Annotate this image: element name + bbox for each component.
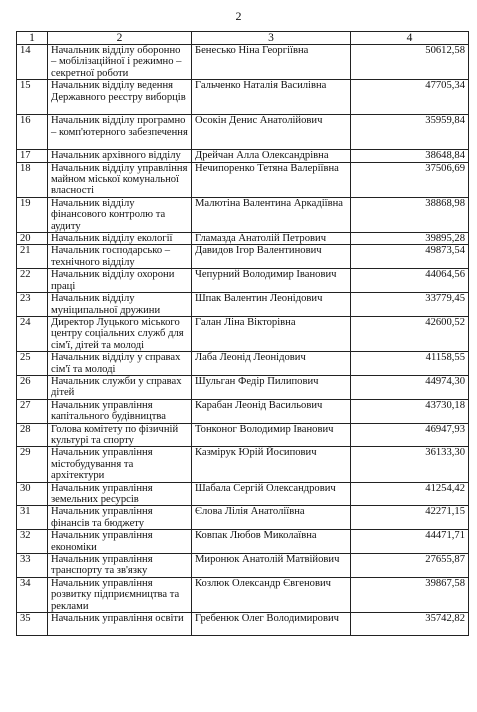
name-cell: Ковпак Любов Миколаївна	[192, 530, 351, 554]
table-row	[17, 482, 469, 506]
table-row	[17, 530, 469, 554]
amount-cell: 47705,34	[351, 80, 469, 115]
position-cell: Начальник служби у справах дітей	[48, 375, 192, 399]
row-number: 25	[17, 352, 48, 376]
table-row	[17, 269, 469, 293]
position-cell: Начальник управління транспорту та зв'язку	[48, 554, 192, 578]
amount-cell: 41158,55	[351, 352, 469, 376]
position-cell: Начальник управління капітального будівництва	[48, 399, 192, 423]
amount-cell: 38868,98	[351, 197, 469, 232]
row-number: 19	[17, 197, 48, 232]
row-number: 14	[17, 45, 48, 80]
amount-cell: 41254,42	[351, 482, 469, 506]
row-number: 20	[17, 233, 48, 245]
row-number: 15	[17, 80, 48, 115]
table-row	[17, 447, 469, 482]
position-cell: Начальник управління розвитку підприємництва та реклами	[48, 577, 192, 612]
position-cell: Начальник відділу фінансового контролю та аудиту	[48, 197, 192, 232]
amount-cell: 44471,71	[351, 530, 469, 554]
amount-cell: 35742,82	[351, 613, 469, 636]
page-number: 2	[235, 9, 242, 23]
table-row	[17, 352, 469, 376]
amount-cell: 33779,45	[351, 293, 469, 317]
amount-cell: 50612,58	[351, 45, 469, 80]
table-row	[17, 150, 469, 162]
row-number: 29	[17, 447, 48, 482]
name-cell: Карабан Леонід Васильович	[192, 399, 351, 423]
position-cell: Начальник відділу управління майном міської комунальної власності	[48, 162, 192, 197]
position-cell: Начальник відділу ведення Державного реєстру виборців	[48, 80, 192, 115]
position-cell: Начальник господарсько – технічного відділу	[48, 245, 192, 269]
position-cell: Начальник управління економіки	[48, 530, 192, 554]
row-number: 35	[17, 613, 48, 636]
amount-cell: 38648,84	[351, 150, 469, 162]
position-cell: Голова комітету по фізичній культурі та спорту	[48, 423, 192, 447]
position-cell: Директор Луцького міського центру соціальних служб для сім'ї, дітей та молоді	[48, 316, 192, 351]
amount-cell: 43730,18	[351, 399, 469, 423]
header-col-1: 1	[17, 32, 48, 45]
table-row	[17, 423, 469, 447]
row-number: 30	[17, 482, 48, 506]
row-number: 33	[17, 554, 48, 578]
table-row	[17, 197, 469, 232]
table-row	[17, 293, 469, 317]
name-cell: Шпак Валентин Леонідович	[192, 293, 351, 317]
table-row	[17, 45, 469, 80]
position-cell: Начальник управління земельних ресурсів	[48, 482, 192, 506]
name-cell: Тонконог Володимир Іванович	[192, 423, 351, 447]
header-col-4: 4	[351, 32, 469, 45]
table-row	[17, 316, 469, 351]
row-number: 27	[17, 399, 48, 423]
name-cell: Миронюк Анатолій Матвійович	[192, 554, 351, 578]
amount-cell: 39867,58	[351, 577, 469, 612]
position-cell: Начальник архівного відділу	[48, 150, 192, 162]
row-number: 26	[17, 375, 48, 399]
position-cell: Начальник управління фінансів та бюджету	[48, 506, 192, 530]
amount-cell: 36133,30	[351, 447, 469, 482]
row-number: 22	[17, 269, 48, 293]
position-cell: Начальник управління містобудування та архітектури	[48, 447, 192, 482]
row-number: 16	[17, 115, 48, 150]
amount-cell: 44974,30	[351, 375, 469, 399]
amount-cell: 49873,54	[351, 245, 469, 269]
row-number: 32	[17, 530, 48, 554]
header-col-2: 2	[48, 32, 192, 45]
name-cell: Малютіна Валентина Аркадіївна	[192, 197, 351, 232]
row-number: 28	[17, 423, 48, 447]
name-cell: Нечипоренко Тетяна Валеріївна	[192, 162, 351, 197]
table-row	[17, 375, 469, 399]
name-cell: Шабала Сергій Олександрович	[192, 482, 351, 506]
table-row	[17, 80, 469, 115]
name-cell: Дрейчан Алла Олександрівна	[192, 150, 351, 162]
row-number: 31	[17, 506, 48, 530]
table-row	[17, 399, 469, 423]
amount-cell: 39895,28	[351, 233, 469, 245]
name-cell: Шульган Федір Пилипович	[192, 375, 351, 399]
position-cell: Начальник відділу муніципальної дружини	[48, 293, 192, 317]
amount-cell: 42271,15	[351, 506, 469, 530]
header-col-3: 3	[192, 32, 351, 45]
table-row	[17, 613, 469, 636]
name-cell: Осокін Денис Анатолійович	[192, 115, 351, 150]
name-cell: Гребенюк Олег Володимирович	[192, 613, 351, 636]
name-cell: Гламазда Анатолій Петрович	[192, 233, 351, 245]
name-cell: Гальченко Наталія Василівна	[192, 80, 351, 115]
amount-cell: 46947,93	[351, 423, 469, 447]
position-cell: Начальник відділу екології	[48, 233, 192, 245]
row-number: 18	[17, 162, 48, 197]
table-row	[17, 115, 469, 150]
row-number: 34	[17, 577, 48, 612]
salary-table	[16, 31, 469, 636]
row-number: 24	[17, 316, 48, 351]
table-row	[17, 506, 469, 530]
name-cell: Бенесько Ніна Георгіївна	[192, 45, 351, 80]
table-row	[17, 233, 469, 245]
name-cell: Галан Ліна Вікторівна	[192, 316, 351, 351]
name-cell: Козлюк Олександр Євгенович	[192, 577, 351, 612]
amount-cell: 35959,84	[351, 115, 469, 150]
table-row	[17, 554, 469, 578]
amount-cell: 37506,69	[351, 162, 469, 197]
row-number: 23	[17, 293, 48, 317]
name-cell: Лаба Леонід Леонідович	[192, 352, 351, 376]
table-row	[17, 577, 469, 612]
position-cell: Начальник відділу у справах сім'ї та молоді	[48, 352, 192, 376]
amount-cell: 42600,52	[351, 316, 469, 351]
position-cell: Начальник відділу програмно – комп'ютерного забезпечення	[48, 115, 192, 150]
position-cell: Начальник управління освіти	[48, 613, 192, 636]
table-row	[17, 245, 469, 269]
position-cell: Начальник відділу охорони праці	[48, 269, 192, 293]
table-row	[17, 162, 469, 197]
amount-cell: 44064,56	[351, 269, 469, 293]
name-cell: Чепурний Володимир Іванович	[192, 269, 351, 293]
amount-cell: 27655,87	[351, 554, 469, 578]
name-cell: Єлова Лілія Анатоліївна	[192, 506, 351, 530]
header-row	[17, 32, 469, 45]
name-cell: Давидов Ігор Валентинович	[192, 245, 351, 269]
row-number: 17	[17, 150, 48, 162]
name-cell: Казмірук Юрій Йосипович	[192, 447, 351, 482]
position-cell: Начальник відділу оборонно – мобілізаційної і режимно – секретної роботи	[48, 45, 192, 80]
row-number: 21	[17, 245, 48, 269]
